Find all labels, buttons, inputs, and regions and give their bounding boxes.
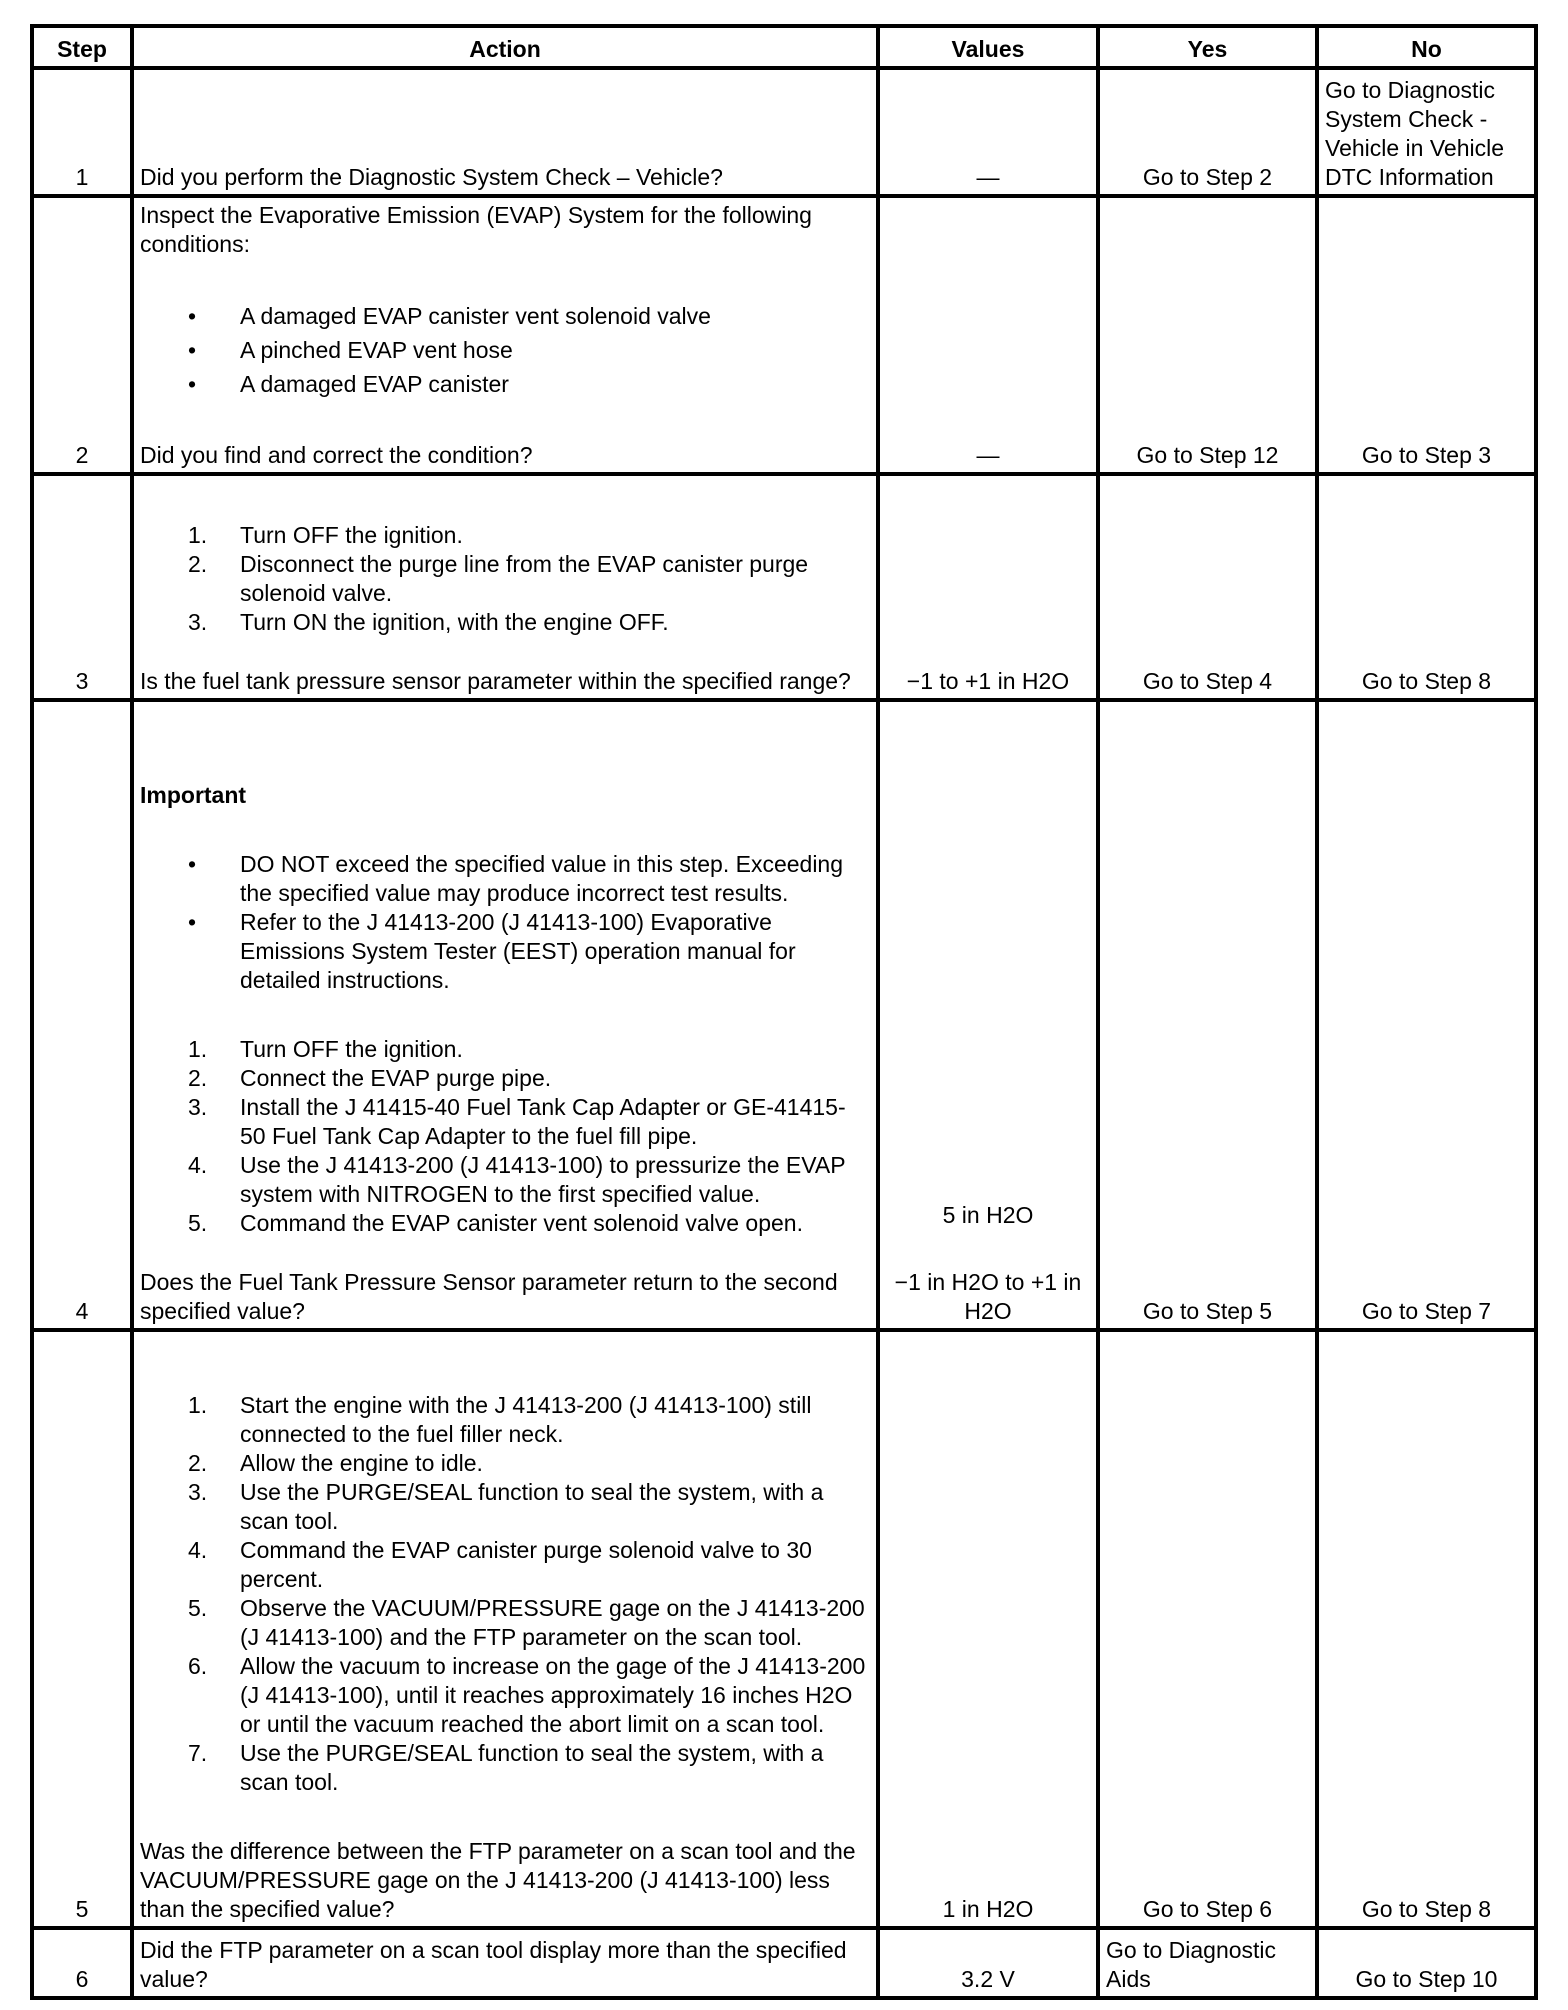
list-item: 6. Allow the vacuum to increase on the gage of the J 41413-200 (J 41413-100), until it reaches approximately 16 inches H2O or until the vacuum reached the abort limit on a scan tool.	[188, 1653, 866, 1737]
list-item: 4. Use the J 41413-200 (J 41413-100) to pressurize the EVAP system with NITROGEN to the first specified value.	[188, 1152, 846, 1207]
step-number: 1	[32, 68, 132, 196]
yes-cell: Go to Diagnostic Aids	[1098, 1928, 1317, 1998]
values-cell: —	[878, 196, 1098, 474]
table-row-step-2	[32, 196, 1536, 474]
condition-list	[140, 299, 870, 401]
step-number: 4	[32, 700, 132, 1330]
action-question: Did you find and correct the condition?	[140, 442, 533, 468]
no-cell: Go to Step 3	[1317, 196, 1536, 474]
values-cell: —	[878, 68, 1098, 196]
action-cell	[132, 1928, 878, 1998]
action-cell	[132, 474, 878, 700]
diagnostic-table	[30, 24, 1538, 2000]
procedure-list	[140, 1035, 870, 1238]
values-cell: −1 to +1 in H2O	[878, 474, 1098, 700]
values-cell	[878, 700, 1098, 1330]
step-number: 3	[32, 474, 132, 700]
values-cell: 1 in H2O	[878, 1330, 1098, 1928]
action-question: Did the FTP parameter on a scan tool display more than the specified value?	[140, 1937, 847, 1992]
no-cell: Go to Step 8	[1317, 1330, 1536, 1928]
step-number: 5	[32, 1330, 132, 1928]
list-item: 1. Turn OFF the ignition.	[188, 1036, 463, 1062]
list-item: 5. Observe the VACUUM/PRESSURE gage on the J 41413-200 (J 41413-100) and the FTP parameter on the scan tool.	[188, 1595, 865, 1650]
list-item: 7. Use the PURGE/SEAL function to seal the system, with a scan tool.	[188, 1740, 824, 1795]
action-question: Did you perform the Diagnostic System Check – Vehicle?	[140, 164, 723, 190]
action-cell	[132, 196, 878, 474]
list-item: 1. Start the engine with the J 41413-200 (J 41413-100) still connected to the fuel filler neck.	[188, 1392, 812, 1447]
list-item: 2. Connect the EVAP purge pipe.	[188, 1065, 552, 1091]
header-step: Step	[32, 26, 132, 68]
yes-cell: Go to Step 4	[1098, 474, 1317, 700]
yes-cell: Go to Step 6	[1098, 1330, 1317, 1928]
header-values: Values	[878, 26, 1098, 68]
list-item: 2. Disconnect the purge line from the EVAP canister purge solenoid valve.	[188, 551, 809, 606]
important-heading: Important	[140, 782, 247, 808]
yes-cell: Go to Step 5	[1098, 700, 1317, 1330]
list-item: • A pinched EVAP vent hose	[140, 333, 870, 367]
header-action: Action	[132, 26, 878, 68]
table-row-step-5	[32, 1330, 1536, 1928]
value-first: 5 in H2O	[942, 1202, 1034, 1228]
action-cell	[132, 700, 878, 1330]
yes-cell: Go to Step 12	[1098, 196, 1317, 474]
list-item: 2. Allow the engine to idle.	[188, 1450, 483, 1476]
table-row-step-3	[32, 474, 1536, 700]
header-no: No	[1317, 26, 1536, 68]
yes-cell: Go to Step 2	[1098, 68, 1317, 196]
action-question: Is the fuel tank pressure sensor parameter within the specified range?	[140, 668, 851, 694]
step-number: 6	[32, 1928, 132, 1998]
header-yes: Yes	[1098, 26, 1317, 68]
no-cell: Go to Step 8	[1317, 474, 1536, 700]
list-item: 4. Command the EVAP canister purge solenoid valve to 30 percent.	[188, 1537, 812, 1592]
no-cell: Go to Diagnostic System Check - Vehicle in Vehicle DTC Information	[1317, 68, 1536, 196]
action-cell	[132, 68, 878, 196]
procedure-list	[140, 521, 870, 637]
list-item: • Refer to the J 41413-200 (J 41413-100) Evaporative Emissions System Tester (EEST) operation manual for detailed instructions.	[140, 908, 870, 995]
list-item: 3. Install the J 41415-40 Fuel Tank Cap Adapter or GE-41415-50 Fuel Tank Cap Adapter to the fuel fill pipe.	[188, 1094, 846, 1149]
list-item: • A damaged EVAP canister	[140, 367, 870, 401]
table-row-step-6	[32, 1928, 1536, 1998]
list-item: 1. Turn OFF the ignition.	[188, 522, 463, 548]
header-row	[32, 26, 1536, 68]
action-question: Does the Fuel Tank Pressure Sensor parameter return to the second specified value?	[140, 1269, 838, 1324]
action-cell	[132, 1330, 878, 1928]
list-item: 3. Turn ON the ignition, with the engine OFF.	[188, 609, 669, 635]
no-cell: Go to Step 10	[1317, 1928, 1536, 1998]
list-item: • DO NOT exceed the specified value in this step. Exceeding the specified value may produce incorrect test results.	[140, 850, 870, 908]
action-intro: Inspect the Evaporative Emission (EVAP) System for the following conditions:	[140, 202, 812, 257]
list-item: 3. Use the PURGE/SEAL function to seal the system, with a scan tool.	[188, 1479, 824, 1534]
no-cell: Go to Step 7	[1317, 700, 1536, 1330]
values-cell: 3.2 V	[878, 1928, 1098, 1998]
procedure-list	[140, 1391, 870, 1797]
value-second: −1 in H2O to +1 in H2O	[894, 1269, 1082, 1324]
table-row-step-1	[32, 68, 1536, 196]
step-number: 2	[32, 196, 132, 474]
table-row-step-4	[32, 700, 1536, 1330]
action-question: Was the difference between the FTP parameter on a scan tool and the VACUUM/PRESSURE gage on the J 41413-200 (J 41413-100) less than the specified value?	[140, 1838, 856, 1922]
important-list	[140, 850, 870, 995]
list-item: 5. Command the EVAP canister vent solenoid valve open.	[188, 1210, 803, 1236]
list-item: • A damaged EVAP canister vent solenoid valve	[140, 299, 870, 333]
